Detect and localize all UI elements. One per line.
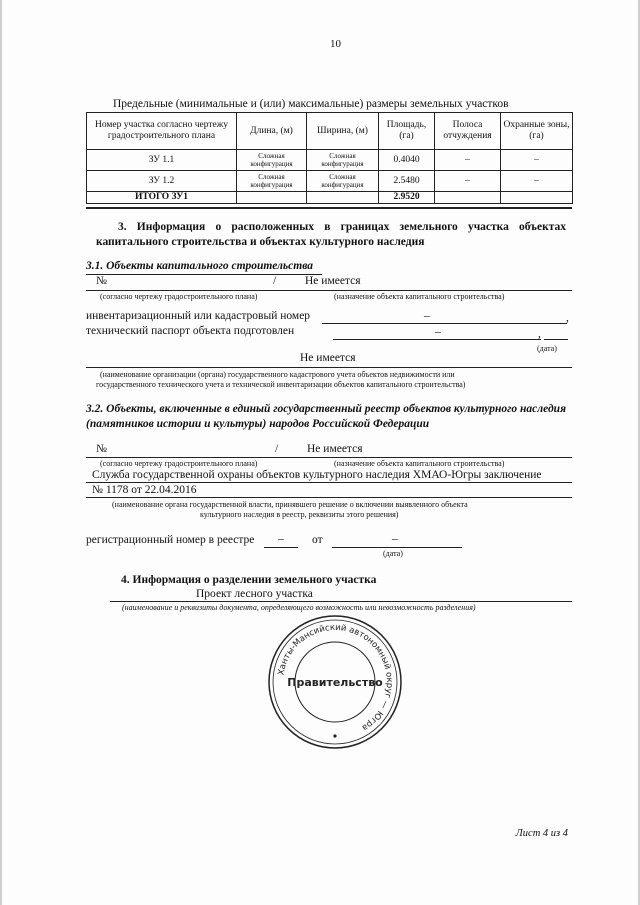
technical-passport-dash: – bbox=[435, 326, 441, 338]
registry-number-value: – bbox=[278, 533, 284, 545]
heritage-objects-value: Не имеется bbox=[307, 443, 363, 455]
title-underline bbox=[86, 274, 322, 275]
authority-underline-2 bbox=[86, 497, 572, 498]
page-number: 10 bbox=[330, 38, 341, 50]
division-document-underline bbox=[110, 601, 572, 602]
separator-slash: / bbox=[273, 275, 277, 287]
table-cell: – bbox=[435, 150, 501, 171]
authority-caption-line2: культурного наследия в реестр, реквизиты этого решения) bbox=[200, 510, 399, 519]
subsection-3-2-title: 3.2. Объекты, включенные в единый государственный реестр объектов культурного наследия (памятников истории и культуры) народов Российской Федерации bbox=[86, 403, 566, 430]
section-4-heading: 4. Информация о разделении земельного участка bbox=[121, 574, 377, 586]
table-cell: Сложная конфигурация bbox=[307, 171, 379, 192]
table-cell bbox=[307, 192, 379, 204]
organization-caption-line1: (наименование организации (органа) государственного кадастрового учета объектов недвижимости или bbox=[100, 370, 455, 379]
registry-from-label: от bbox=[312, 534, 323, 546]
caption-right: (назначение объекта капитального строительства) bbox=[334, 292, 505, 301]
organization-value: Не имеется bbox=[300, 352, 356, 364]
seal-center-text: Правительство bbox=[287, 676, 383, 689]
technical-passport-comma: , bbox=[538, 328, 541, 340]
table-header-cell: Охранные зоны, (га) bbox=[501, 113, 573, 150]
table-cell: – bbox=[501, 150, 573, 171]
field-underline bbox=[86, 290, 572, 291]
table-cell: 2.9520 bbox=[379, 192, 435, 204]
date-caption: (дата) bbox=[537, 344, 557, 353]
inventory-number-label: инвентаризационный или кадастровый номер bbox=[86, 310, 311, 322]
technical-passport-label: технический паспорт объекта подготовлен bbox=[86, 325, 295, 337]
authority-underline-1 bbox=[86, 482, 572, 483]
number-label: № bbox=[96, 275, 107, 287]
technical-passport-line bbox=[333, 339, 541, 340]
caption-left: (согласно чертежу градостроительного плана) bbox=[100, 292, 258, 301]
table-cell: 2.5480 bbox=[379, 171, 435, 192]
table-cell bbox=[435, 192, 501, 204]
caption-left: (согласно чертежу градостроительного плана) bbox=[100, 459, 258, 468]
table-cell bbox=[237, 192, 307, 204]
caption-right: (назначение объекта капитального строительства) bbox=[334, 459, 505, 468]
authority-line-2: № 1178 от 22.04.2016 bbox=[92, 484, 197, 496]
number-label: № bbox=[96, 443, 107, 455]
division-document-value: Проект лесного участка bbox=[196, 588, 313, 600]
table-cell: Сложная конфигурация bbox=[307, 150, 379, 171]
sheet-counter: Лист 4 из 4 bbox=[515, 828, 568, 839]
table-total-row bbox=[87, 192, 573, 204]
official-seal bbox=[265, 612, 405, 752]
table-cell: ЗУ 1.1 bbox=[87, 150, 237, 171]
table-cell: ЗУ 1.2 bbox=[87, 171, 237, 192]
table-header-cell: Полоса отчуждения bbox=[435, 113, 501, 150]
table-header-row bbox=[87, 113, 573, 150]
table-row bbox=[87, 150, 573, 171]
date-line bbox=[544, 339, 568, 340]
authority-caption-line1: (наименование органа государственной власти, принявшего решение о включении выявленного объекта bbox=[112, 500, 468, 509]
objects-value: Не имеется bbox=[305, 275, 361, 287]
table-row bbox=[87, 171, 573, 192]
subsection-3-1-title: 3.1. Объекты капитального строительства bbox=[86, 260, 314, 272]
organization-caption-line2: государственного технического учета и технической инвентаризации объектов капитального строительства) bbox=[96, 380, 466, 389]
left-page-edge bbox=[0, 0, 2, 905]
division-document-caption: (наименование и реквизиты документа, определяющего возможность или невозможность разделения) bbox=[122, 603, 476, 612]
table-cell: 0.4040 bbox=[379, 150, 435, 171]
table-cell: – bbox=[435, 171, 501, 192]
table-header-cell: Площадь, (га) bbox=[379, 113, 435, 150]
table-header-cell: Номер участка согласно чертежу градостроительного плана bbox=[87, 113, 237, 150]
table-caption: Предельные (минимальные и (или) максимальные) размеры земельных участков bbox=[113, 98, 509, 110]
inventory-number-line bbox=[322, 323, 567, 324]
registry-date-line bbox=[332, 547, 462, 548]
table-cell bbox=[501, 192, 573, 204]
inventory-number-comma: , bbox=[566, 312, 569, 324]
table-header-cell: Ширина, (м) bbox=[307, 113, 379, 150]
table-cell: – bbox=[501, 171, 573, 192]
inventory-number-dash: – bbox=[424, 310, 430, 322]
section-3-heading: 3. Информация о расположенных в границах земельного участка объектах капитального строительства и объектах культурного наследия bbox=[96, 221, 566, 248]
table-header-cell: Длина, (м) bbox=[237, 113, 307, 150]
table-cell: Сложная конфигурация bbox=[237, 171, 307, 192]
field-underline bbox=[86, 457, 572, 458]
registry-date-caption: (дата) bbox=[383, 549, 403, 558]
registry-number-label: регистрационный номер в реестре bbox=[86, 534, 255, 546]
table-cell: ИТОГО ЗУ1 bbox=[87, 192, 237, 204]
land-plot-sizes-table bbox=[86, 112, 573, 204]
seal-ring-text: Ханты-Мансийский автономный округ — Югра bbox=[276, 622, 395, 733]
separator-slash: / bbox=[275, 443, 279, 455]
table-bottom-rule bbox=[86, 207, 572, 209]
table-cell: Сложная конфигурация bbox=[237, 150, 307, 171]
organization-underline bbox=[86, 367, 572, 368]
registry-date-value: – bbox=[392, 533, 398, 545]
registry-number-line bbox=[264, 547, 298, 548]
authority-line-1: Служба государственной охраны объектов культурного наследия ХМАО-Югры заключение bbox=[92, 469, 542, 481]
seal-dot bbox=[333, 734, 336, 737]
